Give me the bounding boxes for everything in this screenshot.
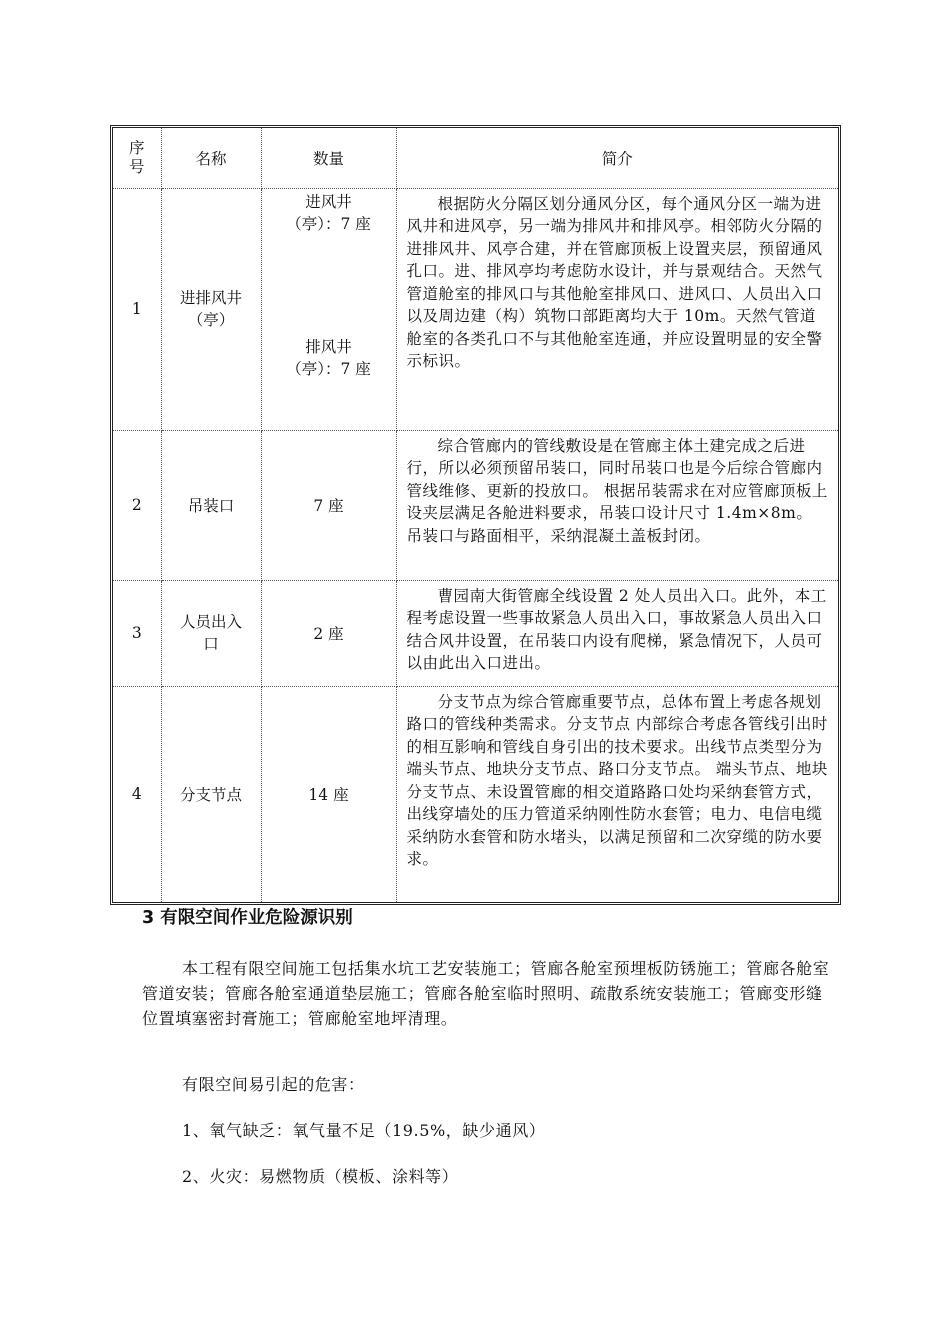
table-row	[113, 188, 838, 430]
row-name: 分支节点	[161, 686, 261, 902]
header-name: 名称	[161, 128, 261, 188]
table-row	[113, 430, 838, 580]
row-desc: 根据防火分隔区划分通风分区，每个通风分区一端为进风井和进风亭，另一端为排风井和排风亭。相邻防火分隔的进排风井、风亭合建，并在管廊顶板上设置夹层，预留通风孔口。进、排风亭均考虑防水设计，并与景观结合。天然气管道舱室的排风口与其他舱室排风口、进风口、人员出入口以及周边建（构）筑物口部距离均大于 10m。天然气管道舱室的各类孔口不与其他舱室连通，并应设置明显的安全警示标识。	[396, 188, 838, 430]
intro-paragraph: 本工程有限空间施工包括集水坑工艺安装施工；管廊各舱室预埋板防锈施工；管廊各舱室管道安装；管廊各舱室通道垫层施工；管廊各舱室临时照明、疏散系统安装施工；管廊变形缝位置填塞密封膏施工；管廊舱室地坪清理。	[142, 959, 830, 1028]
row-no: 1	[113, 188, 161, 430]
row-no: 3	[113, 580, 161, 686]
row-qty: 7 座	[261, 430, 396, 580]
header-no: 序 号	[113, 128, 161, 188]
table-row	[113, 580, 838, 686]
row-qty: 14 座	[261, 686, 396, 902]
header-qty: 数量	[261, 128, 396, 188]
row-name: 吊装口	[161, 430, 261, 580]
row-no: 4	[113, 686, 161, 902]
table-row	[113, 686, 838, 902]
facility-table-frame	[110, 125, 841, 905]
qty-intake: 进风井 （亭）：7 座	[286, 192, 371, 233]
qty-exhaust: 排风井 （亭）：7 座	[286, 337, 371, 378]
facility-table	[113, 128, 838, 902]
row-no: 2	[113, 430, 161, 580]
header-desc: 简介	[396, 128, 838, 188]
row-qty: 2 座	[261, 580, 396, 686]
hazard-item-1: 1、氧气缺乏：氧气量不足（19.5%，缺少通风）	[182, 1121, 546, 1140]
hazards-title: 有限空间易引起的危害：	[182, 1075, 365, 1094]
row-desc: 综合管廊内的管线敷设是在管廊主体土建完成之后进行，所以必须预留吊装口，同时吊装口也是今后综合管廊内管线维修、更新的投放口。 根据吊装需求在对应管廊顶板上设夹层满足各舱进料要求，吊装口设计尺寸 1.4m×8m。 吊装口与路面相平，采纳混凝土盖板封闭。	[396, 430, 838, 580]
row-name: 进排风井 （亭）	[161, 188, 261, 430]
hazard-item-2: 2、火灾：易燃物质（模板、涂料等）	[182, 1167, 459, 1186]
row-qty	[261, 188, 396, 430]
table-header-row	[113, 128, 838, 188]
row-name: 人员出入 口	[161, 580, 261, 686]
section-heading: 3 有限空间作业危险源识别	[142, 908, 353, 928]
row-desc: 曹园南大街管廊全线设置 2 处人员出入口。此外，本工程考虑设置一些事故紧急人员出入口，事故紧急人员出入口结合风井设置，在吊装口内设有爬梯，紧急情况下，人员可以由此出入口进出。	[396, 580, 838, 686]
row-desc: 分支节点为综合管廊重要节点，总体布置上考虑各规划路口的管线种类需求。分支节点 内部综合考虑各管线引出时的相互影响和管线自身引出的技术要求。出线节点类型分为端头节点、地块分支节点、路口分支节点。 端头节点、地块分支节点、未设置管廊的相交道路路口处均采纳套管方式，出线穿墙处的压力管道采纳刚性防水套管；电力、电信电缆采纳防水套管和防水堵头，以满足预留和二次穿缆的防水要求。	[396, 686, 838, 902]
